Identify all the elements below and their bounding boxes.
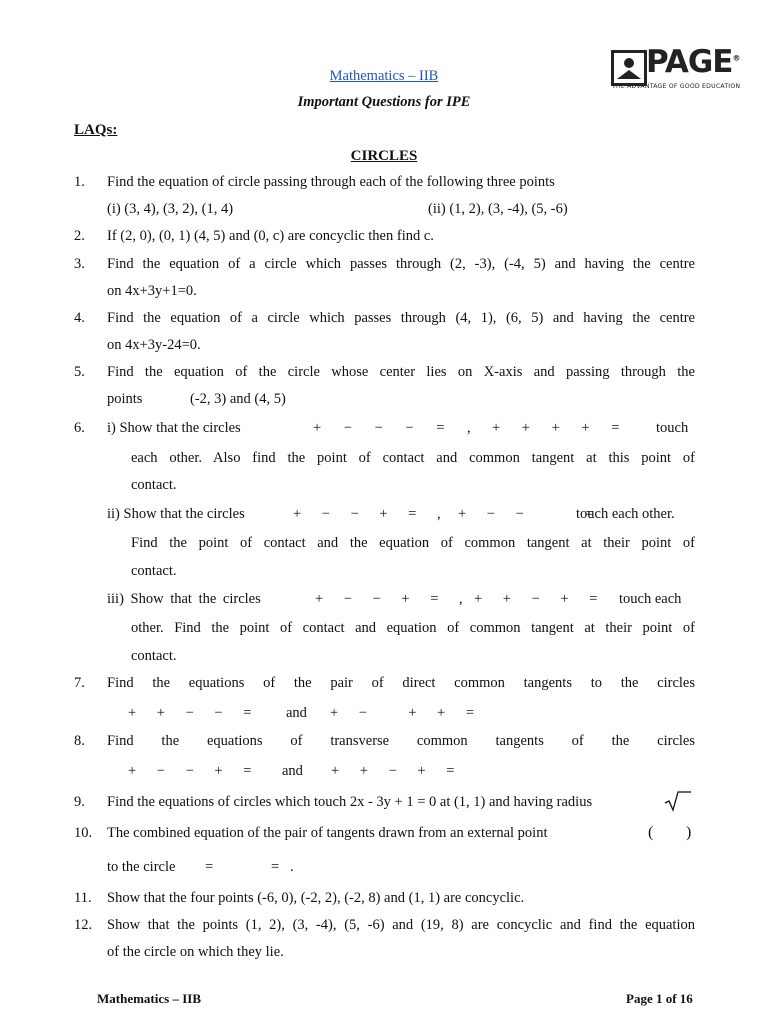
equation-symbols: + − + + = xyxy=(330,705,475,721)
logo-wordmark: PAGE® xyxy=(646,44,740,80)
question-number: 12. xyxy=(74,917,93,933)
question-text: iii) Show that the circles xyxy=(107,591,261,607)
question-text: Show that the four points (-6, 0), (-2, 2), (-2, 8) and (1, 1) are concyclic. xyxy=(107,890,525,906)
equation-symbols: + − − + = , xyxy=(293,506,441,522)
question-text: contact. xyxy=(131,648,177,664)
square-root-icon xyxy=(664,790,692,812)
question-text: other. Find the point of contact and equation of common tangent at their point of xyxy=(131,620,695,636)
question-text: points xyxy=(107,391,143,407)
equation-symbols: = . xyxy=(271,859,294,875)
question-text: Find the equations of transverse common tangents of the circles xyxy=(107,733,695,749)
question-number: 9. xyxy=(74,794,85,810)
question-text: If (2, 0), (0, 1) (4, 5) and (0, c) are concyclic then find c. xyxy=(107,228,434,244)
question-number: 7. xyxy=(74,675,85,691)
question-text: Find the point of contact and the equation of common tangent at their point of xyxy=(131,535,695,551)
question-text: on 4x+3y-24=0. xyxy=(107,337,201,353)
open-paren: ( xyxy=(648,824,654,841)
close-paren: ) xyxy=(686,824,692,841)
question-text: contact. xyxy=(131,477,177,493)
question-text: ii) Show that the circles xyxy=(107,506,245,522)
equation-symbols: + + − + = xyxy=(474,591,598,607)
question-text: touch each other. xyxy=(576,506,675,522)
question-number: 4. xyxy=(74,310,85,326)
conjunction: and xyxy=(286,705,307,721)
question-text: contact. xyxy=(131,563,177,579)
question-number: 8. xyxy=(74,733,85,749)
question-number: 11. xyxy=(74,890,92,906)
topic-heading: CIRCLES xyxy=(350,148,418,164)
question-text: Find the equation of circle passing through each of the following three points xyxy=(107,174,555,190)
footer-subject: Mathematics – IIB xyxy=(97,991,201,1006)
question-text: Find the equation of the circle whose center lies on X-axis and passing through the xyxy=(107,364,695,380)
question-text: touch xyxy=(656,420,689,436)
question-text: Find the equations of the pair of direct common tangents to the circles xyxy=(107,675,695,691)
equation-symbols: + + − + = xyxy=(331,763,455,779)
question-part: (i) (3, 4), (3, 2), (1, 4) xyxy=(107,201,234,217)
question-text: i) Show that the circles xyxy=(107,420,241,436)
question-text: Find the equation of a circle which passes through (2, -3), (-4, 5) and having the centre xyxy=(107,256,695,272)
question-number: 10. xyxy=(74,825,93,841)
question-number: 2. xyxy=(74,228,85,244)
subject-link[interactable]: Mathematics – IIB xyxy=(329,68,439,84)
question-number: 1. xyxy=(74,174,85,190)
question-text: to the circle xyxy=(107,859,176,875)
question-number: 5. xyxy=(74,364,85,380)
question-text: Show that the points (1, 2), (3, -4), (5, -6) and (19, 8) are concyclic and find the equation xyxy=(107,917,695,933)
question-text: Find the equations of circles which touch 2x - 3y + 1 = 0 at (1, 1) and having radius xyxy=(107,794,593,810)
logo-tagline: THE ADVANTAGE OF GOOD EDUCATION xyxy=(612,83,741,90)
conjunction: and xyxy=(282,763,303,779)
question-text: The combined equation of the pair of tangents drawn from an external point xyxy=(107,825,548,841)
equation-symbols: + − − − = , xyxy=(313,420,471,436)
page-subtitle: Important Questions for IPE xyxy=(297,94,471,110)
question-text: touch each xyxy=(619,591,682,607)
question-text: each other. Also find the point of contact and common tangent at this point of xyxy=(131,450,695,466)
equation-symbols: + + + + = xyxy=(492,420,620,436)
equation-symbols: + − − = xyxy=(458,506,594,522)
question-number: 6. xyxy=(74,420,85,436)
equation-symbols: + − − + = , xyxy=(315,591,463,607)
question-text: on 4x+3y+1=0. xyxy=(107,283,197,299)
equation-symbols: + + − − = xyxy=(128,705,252,721)
question-text: of the circle on which they lie. xyxy=(107,944,284,960)
page-number: Page 1 of 16 xyxy=(626,991,693,1006)
question-part: (ii) (1, 2), (3, -4), (5, -6) xyxy=(428,201,568,217)
equation-symbols: + − − + = xyxy=(128,763,252,779)
question-text: (-2, 3) and (4, 5) xyxy=(190,391,286,407)
equation-symbols: = xyxy=(205,859,214,875)
laqs-heading: LAQs: xyxy=(74,122,118,138)
question-number: 3. xyxy=(74,256,85,272)
question-text: Find the equation of a circle which passes through (4, 1), (6, 5) and having the centre xyxy=(107,310,695,326)
